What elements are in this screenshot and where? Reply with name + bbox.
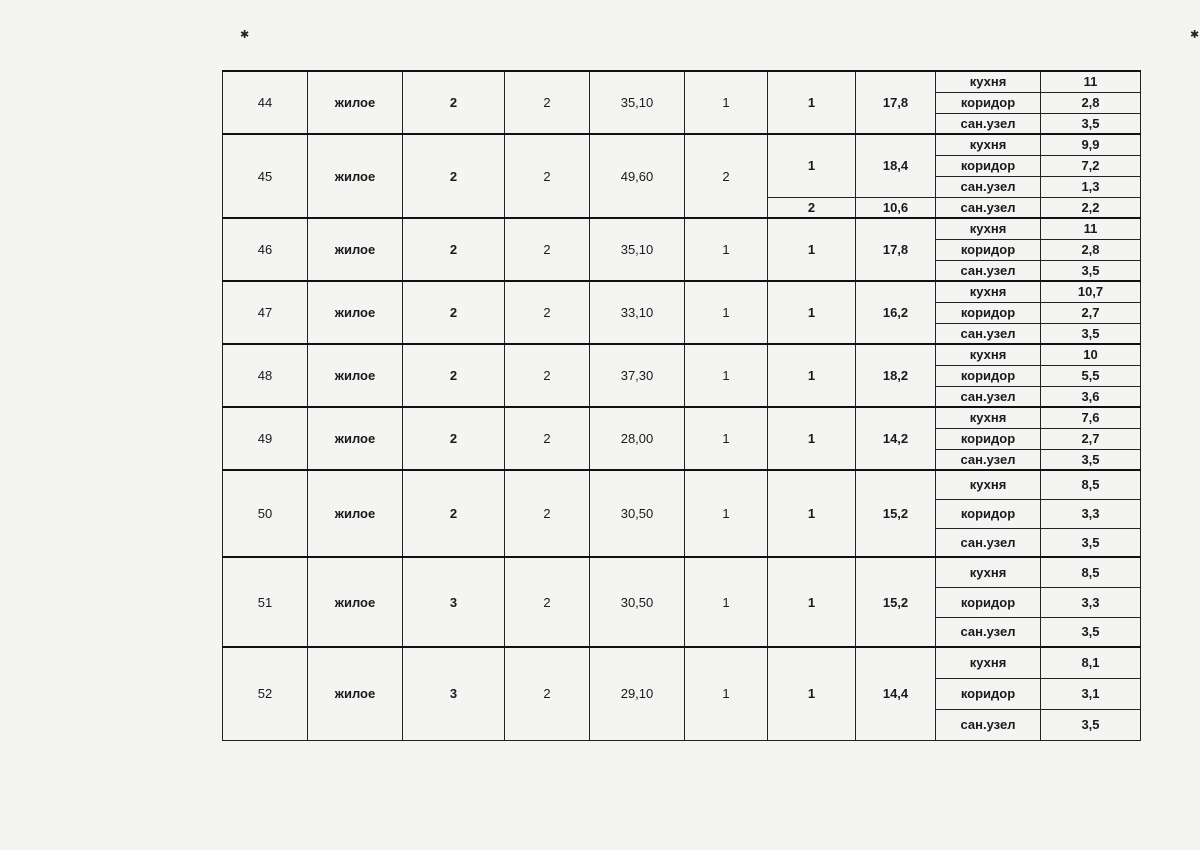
auxiliary-room-name-cell: коридор [936,587,1041,617]
auxiliary-room-area-cell: 11 [1041,71,1141,92]
auxiliary-room-name-cell: сан.узел [936,113,1041,134]
living-room-area-cell: 14,4 [856,647,936,740]
auxiliary-room-area-cell: 2,7 [1041,428,1141,449]
apartment-number-cell: 44 [223,71,308,134]
auxiliary-room-area-cell: 7,2 [1041,155,1141,176]
purpose-cell: жилое [308,470,403,557]
floor-cell: 3 [403,557,505,647]
table-row [223,647,1141,678]
room-count-cell: 1 [685,218,768,281]
auxiliary-room-name-cell: кухня [936,71,1041,92]
living-room-number-cell: 1 [768,218,856,281]
table-row [223,134,1141,155]
living-room-area-cell: 14,2 [856,407,936,470]
apartment-number-cell: 46 [223,218,308,281]
auxiliary-room-name-cell: коридор [936,678,1041,709]
auxiliary-room-area-cell: 3,5 [1041,260,1141,281]
room-count-cell: 1 [685,647,768,740]
auxiliary-room-area-cell: 3,5 [1041,113,1141,134]
column-4-cell: 2 [505,134,590,218]
auxiliary-room-name-cell: коридор [936,499,1041,528]
auxiliary-room-name-cell: сан.узел [936,528,1041,557]
floor-cell: 2 [403,470,505,557]
apartment-number-cell: 49 [223,407,308,470]
purpose-cell: жилое [308,281,403,344]
apartment-number-cell: 52 [223,647,308,740]
auxiliary-room-name-cell: кухня [936,281,1041,302]
living-room-area-cell: 10,6 [856,197,936,218]
auxiliary-room-area-cell: 5,5 [1041,365,1141,386]
auxiliary-room-area-cell: 2,7 [1041,302,1141,323]
auxiliary-room-area-cell: 3,3 [1041,499,1141,528]
purpose-cell: жилое [308,557,403,647]
column-4-cell: 2 [505,281,590,344]
total-area-cell: 35,10 [590,218,685,281]
auxiliary-room-area-cell: 10 [1041,344,1141,365]
living-room-number-cell: 1 [768,281,856,344]
auxiliary-room-area-cell: 3,5 [1041,528,1141,557]
table-row [223,344,1141,365]
table-row [223,557,1141,587]
total-area-cell: 35,10 [590,71,685,134]
living-room-area-cell: 16,2 [856,281,936,344]
apartment-number-cell: 48 [223,344,308,407]
auxiliary-room-name-cell: коридор [936,239,1041,260]
auxiliary-room-name-cell: кухня [936,647,1041,678]
floor-cell: 2 [403,281,505,344]
column-4-cell: 2 [505,407,590,470]
apartment-number-cell: 47 [223,281,308,344]
auxiliary-room-area-cell: 3,3 [1041,587,1141,617]
auxiliary-room-name-cell: сан.узел [936,449,1041,470]
auxiliary-room-area-cell: 9,9 [1041,134,1141,155]
apartment-table [222,70,1141,741]
living-room-number-cell: 1 [768,71,856,134]
auxiliary-room-area-cell: 8,1 [1041,647,1141,678]
table-row [223,407,1141,428]
auxiliary-room-name-cell: коридор [936,428,1041,449]
auxiliary-room-area-cell: 3,1 [1041,678,1141,709]
living-room-number-cell: 1 [768,557,856,647]
auxiliary-room-name-cell: сан.узел [936,386,1041,407]
auxiliary-room-name-cell: кухня [936,407,1041,428]
column-4-cell: 2 [505,344,590,407]
living-room-number-cell: 1 [768,134,856,197]
total-area-cell: 30,50 [590,557,685,647]
column-4-cell: 2 [505,647,590,740]
floor-cell: 2 [403,134,505,218]
auxiliary-room-name-cell: коридор [936,365,1041,386]
auxiliary-room-area-cell: 2,8 [1041,92,1141,113]
column-4-cell: 2 [505,218,590,281]
table-row [223,281,1141,302]
room-count-cell: 1 [685,344,768,407]
auxiliary-room-area-cell: 3,5 [1041,323,1141,344]
living-room-area-cell: 15,2 [856,557,936,647]
total-area-cell: 49,60 [590,134,685,218]
total-area-cell: 37,30 [590,344,685,407]
living-room-area-cell: 18,4 [856,134,936,197]
purpose-cell: жилое [308,71,403,134]
column-4-cell: 2 [505,557,590,647]
auxiliary-room-area-cell: 8,5 [1041,557,1141,587]
auxiliary-room-name-cell: сан.узел [936,197,1041,218]
purpose-cell: жилое [308,407,403,470]
apartment-number-cell: 45 [223,134,308,218]
living-room-number-cell: 1 [768,647,856,740]
room-count-cell: 1 [685,71,768,134]
column-4-cell: 2 [505,71,590,134]
living-room-number-cell: 1 [768,407,856,470]
auxiliary-room-area-cell: 10,7 [1041,281,1141,302]
auxiliary-room-name-cell: коридор [936,92,1041,113]
purpose-cell: жилое [308,647,403,740]
living-room-number-cell: 2 [768,197,856,218]
living-room-number-cell: 1 [768,344,856,407]
total-area-cell: 28,00 [590,407,685,470]
auxiliary-room-name-cell: сан.узел [936,260,1041,281]
auxiliary-room-area-cell: 3,5 [1041,449,1141,470]
living-room-area-cell: 17,8 [856,71,936,134]
apartment-number-cell: 51 [223,557,308,647]
auxiliary-room-area-cell: 3,6 [1041,386,1141,407]
floor-cell: 3 [403,647,505,740]
living-room-area-cell: 15,2 [856,470,936,557]
purpose-cell: жилое [308,218,403,281]
floor-cell: 2 [403,344,505,407]
auxiliary-room-area-cell: 2,8 [1041,239,1141,260]
purpose-cell: жилое [308,344,403,407]
auxiliary-room-area-cell: 3,5 [1041,709,1141,740]
auxiliary-room-area-cell: 11 [1041,218,1141,239]
room-count-cell: 1 [685,557,768,647]
table-row [223,71,1141,92]
column-4-cell: 2 [505,470,590,557]
apartment-number-cell: 50 [223,470,308,557]
table-row [223,218,1141,239]
auxiliary-room-name-cell: кухня [936,470,1041,499]
auxiliary-room-name-cell: кухня [936,557,1041,587]
room-count-cell: 2 [685,134,768,218]
floor-cell: 2 [403,407,505,470]
floor-cell: 2 [403,218,505,281]
auxiliary-room-name-cell: кухня [936,344,1041,365]
auxiliary-room-area-cell: 2,2 [1041,197,1141,218]
total-area-cell: 30,50 [590,470,685,557]
purpose-cell: жилое [308,134,403,218]
living-room-area-cell: 18,2 [856,344,936,407]
scan-mark: ✱ [1190,29,1200,41]
room-count-cell: 1 [685,407,768,470]
total-area-cell: 33,10 [590,281,685,344]
room-count-cell: 1 [685,281,768,344]
total-area-cell: 29,10 [590,647,685,740]
living-room-number-cell: 1 [768,470,856,557]
auxiliary-room-name-cell: кухня [936,134,1041,155]
auxiliary-room-name-cell: коридор [936,302,1041,323]
table-row [223,470,1141,499]
auxiliary-room-area-cell: 7,6 [1041,407,1141,428]
auxiliary-room-name-cell: сан.узел [936,617,1041,647]
living-room-area-cell: 17,8 [856,218,936,281]
auxiliary-room-area-cell: 1,3 [1041,176,1141,197]
auxiliary-room-name-cell: кухня [936,218,1041,239]
auxiliary-room-name-cell: сан.узел [936,709,1041,740]
auxiliary-room-area-cell: 3,5 [1041,617,1141,647]
auxiliary-room-area-cell: 8,5 [1041,470,1141,499]
floor-cell: 2 [403,71,505,134]
scan-mark: ✱ [240,29,250,41]
auxiliary-room-name-cell: сан.узел [936,323,1041,344]
auxiliary-room-name-cell: сан.узел [936,176,1041,197]
room-count-cell: 1 [685,470,768,557]
auxiliary-room-name-cell: коридор [936,155,1041,176]
